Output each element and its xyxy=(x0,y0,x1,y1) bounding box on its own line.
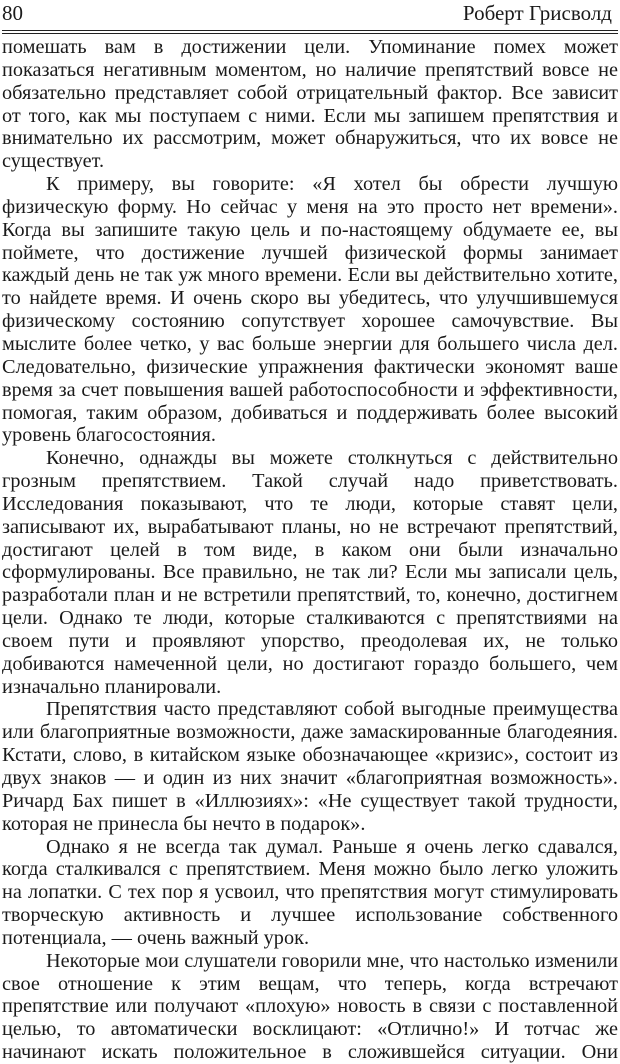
page-header xyxy=(2,0,618,34)
paragraph: Конечно, однажды вы можете столкнуться с действительно грозным препятствием. Такой случай надо приветствовать. Исследования показывают, что те люди, которые ставят цели, записывают их, вырабатывают планы, но не встречают препятствий, достигают целей в том виде, в каком они были изначально сформулированы. Все правильно, не так ли? Если мы записали цель, разработали план и не встретили препятствий, то, конечно, достигнем цели. Однако те люди, которые сталкиваются с препятствиями на своем пути и проявляют упорство, преодолевая их, не только добиваются намеченной цели, но достигают гораздо большего, чем изначально планировали. xyxy=(2,447,618,698)
paragraph: Препятствия часто представляют собой выгодные преимущества или благоприятные возможности, даже замаскированные благодеяния. Кстати, слово, в китайском языке обозначающее «кризис», состоит из двух знаков — и один из них значит «благоприятная возможность». Ричард Бах пишет в «Иллюзиях»: «Не существует такой трудности, которая не принесла бы нечто в подарок». xyxy=(2,698,618,835)
running-head-author: Роберт Грисволд xyxy=(462,1,612,25)
paragraph: Некоторые мои слушатели говорили мне, что настолько изменили свое отношение к этим вещам, что теперь, когда встречают препятствие или получают «плохую» новость в связи с поставленной целью, то автоматически восклицают: «Отлично!» И тотчас же начинают искать положительное в сложившейся ситуации. Они xyxy=(2,949,618,1064)
paragraph: Однако я не всегда так думал. Раньше я очень легко сдавался, когда сталкивался с препятствием. Меня можно было легко уложить на лопатки. С тех пор я усвоил, что препятствия могут стимулировать творческую активность и лучшее использование собственного потенциала, — очень важный урок. xyxy=(2,835,618,949)
paragraph: помешать вам в достижении цели. Упоминание помех может показаться негативным моментом, но наличие препятствий вовсе не обязательно представляет собой отрицательный фактор. Все зависит от того, как мы поступаем с ними. Если мы запишем препятствия и внимательно их рассмотрим, может обнаружиться, что их вовсе не существует. xyxy=(2,36,618,173)
body-text xyxy=(2,36,618,1064)
page-number: 80 xyxy=(2,1,23,25)
paragraph: К примеру, вы говорите: «Я хотел бы обрести лучшую физическую форму. Но сейчас у меня на это просто нет времени». Когда вы запишите такую цель и по-настоящему обдумаете ее, вы поймете, что достижение лучшей физической формы занимает каждый день не так уж много времени. Если вы действительно хотите, то найдете время. И очень скоро вы убедитесь, что улучшившемуся физическому состоянию сопутствует хорошее самочувствие. Вы мыслите более четко, у вас больше энергии для большего числа дел. Следовательно, физические упражнения фактически экономят ваше время за счет повышения вашей работоспособности и эффективности, помогая, таким образом, добиваться и поддерживать более высокий уровень благосостояния. xyxy=(2,173,618,447)
